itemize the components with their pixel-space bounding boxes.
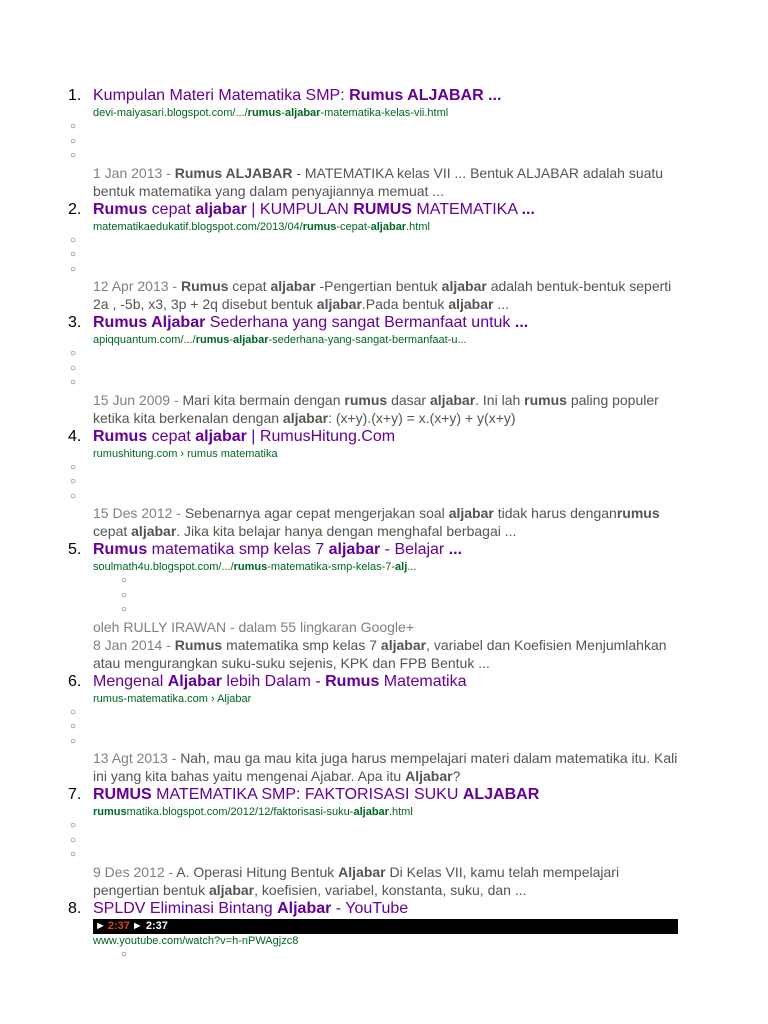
text-run: alj [395,561,408,573]
text-run: ... [407,561,417,573]
text-run: -matematika-kelas-vii.html [320,107,449,119]
text-run: apiqquantum.com/.../ [93,334,196,346]
result-item [0,427,768,541]
text-run: . Jika kita belajar hanya dengan menghafal berbagai ... [176,523,517,539]
result-title-link[interactable] [93,86,768,106]
result-snippet [93,164,683,200]
text-run: cepat [147,427,196,445]
text-run: | RumusHitung.Com [246,427,396,445]
text-run: - [229,334,234,346]
text-run: RUMUS [93,786,152,803]
video-duration-label: ► 2:37 [131,919,168,932]
text-run: ? [452,768,461,784]
bullet-icon: ○ [70,735,77,747]
text-run: aljabar [233,334,269,346]
text-run: rumus [524,391,567,408]
text-run: devi-maiyasari.blogspot.com/.../ [93,107,248,119]
bullet-icon: ○ [70,834,77,846]
result-url [93,934,768,948]
text-run: aljabar [316,296,362,312]
result-item [0,540,768,672]
text-run: matematika smp kelas 7 [222,636,381,653]
result-date: 1 Jan 2013 - [93,164,175,181]
bullet-icon: ○ [70,461,77,473]
bullet-icon: ○ [70,490,77,502]
text-run: Sebenarnya agar cepat mengerjakan soal [184,505,449,521]
text-run: aljabar [448,296,494,312]
text-run: -Pengertian bentuk [315,278,442,294]
result-number: 8. [68,899,82,917]
bullet-icon: ○ [70,263,77,275]
text-run: - [281,107,285,119]
text-run: aljabar [282,409,329,426]
result-item [0,313,768,427]
result-number: 7. [68,786,82,803]
text-run: .html [388,806,413,818]
text-run: aljabar [270,278,316,294]
text-run: Aljabar [405,768,453,784]
bullet-icon: ○ [121,604,128,615]
result-number: 5. [68,541,82,558]
text-run: Rumus ALJABAR ... [349,87,502,104]
text-run: Sederhana yang sangat Bermanfaat untuk [205,314,515,331]
bullet-icon: ○ [70,234,77,246]
result-item [0,200,768,314]
result-number: 1. [68,87,82,104]
bullet-icon: ○ [70,150,77,161]
result-number: 3. [68,314,82,331]
bullet-icon: ○ [121,948,128,960]
video-duration: 2:37 [107,919,130,932]
result-snippet [93,749,683,785]
text-run: ... [521,200,535,218]
text-run: adalah bentuk-bentuk seperti 2a , -5b, x3, 3p + 2q disebut bentuk [93,278,672,312]
bullet-icon: ○ [70,721,77,732]
text-run: rumus [195,334,230,346]
result-snippet [93,636,683,672]
text-run: MATEMATIKA SMP: FAKTORISASI SUKU [151,786,463,803]
result-number: 4. [68,427,82,445]
result-snippet [93,391,683,427]
text-run: .Pada bentuk [361,296,449,312]
text-run: rumus [93,806,127,818]
result-title-link[interactable] [93,427,768,447]
text-run: aljabar [370,220,407,233]
text-run: Aljabar [277,899,332,917]
result-url [93,805,768,819]
text-run: Kumpulan Materi Matematika SMP: [93,87,350,104]
text-run: Rumus Aljabar [93,314,206,331]
text-run: -sederhana-yang-sangat-bermanfaat-u... [268,334,467,346]
text-run: paling populer ketika kita berkenalan dengan [93,391,659,426]
bullet-icon: ○ [70,362,77,374]
text-run: Matematika [379,672,467,690]
text-run: SPLDV Eliminasi Bintang [93,899,278,917]
text-run: Rumus [174,636,223,653]
result-url [93,692,768,706]
text-run: -matematika-smp-kelas-7- [267,561,396,573]
result-date: 13 Agt 2013 - [93,750,181,766]
text-run: rumus [344,391,388,408]
video-duration-bar[interactable] [93,919,678,934]
result-date: 15 Jun 2009 - [93,391,183,408]
text-run: rumushitung.com › rumus matematika [93,447,278,460]
bullet-icon: ○ [70,377,77,388]
result-title-link[interactable] [93,200,768,220]
result-number: 2. [68,200,82,218]
result-snippet [93,277,683,313]
text-run: Nah, mau ga mau kita juga harus mempelajari materi dalam matematika itu. Kali ini yang kita bahas yaitu mengenai Ajabar. Apa itu [93,750,678,784]
bullet-icon: ○ [121,589,128,601]
text-run: Di Kelas VII, kamu telah mempelajari pengertian bentuk [93,863,620,898]
result-url [93,333,768,347]
text-run: rumus [233,561,268,573]
text-run: Rumus [180,278,229,294]
text-run: - YouTube [331,899,409,917]
bullet-icon: ○ [70,249,77,260]
text-run: lebih Dalam - [221,672,326,690]
result-url [93,560,768,574]
text-run: Mengenal [93,672,168,690]
text-run: aljabar [430,391,476,408]
result-author: oleh RULLY IRAWAN - dalam 55 lingkaran Google+ [93,618,414,635]
text-run: rumus [302,220,337,233]
text-run: aljabar [448,505,494,521]
text-run: . Ini lah [475,391,525,408]
result-title-link[interactable] [93,785,768,805]
text-run: Rumus [325,672,380,690]
result-item [0,672,768,786]
result-item [0,86,768,200]
result-title-link[interactable] [93,313,768,333]
result-number: 6. [68,672,82,690]
bullet-icon: ○ [70,849,77,860]
bullet-icon: ○ [121,575,128,586]
text-run: Aljabar [167,672,222,690]
bullet-icon: ○ [70,706,77,718]
result-date: 15 Des 2012 - [93,505,185,521]
text-run: aljabar [208,881,255,898]
text-run: ... [514,314,529,331]
result-url [93,106,768,120]
result-title-link[interactable] [93,540,768,560]
text-run: aljabar [195,427,247,445]
text-run: cepat [147,200,196,218]
text-run: ALJABAR [462,786,540,803]
text-run: cepat [93,523,132,539]
result-date: 12 Apr 2013 - [93,278,181,294]
text-run: aljabar [353,806,389,818]
bullet-icon: ○ [70,135,77,147]
text-run: ... [493,296,510,312]
result-date: 9 Des 2012 - [93,863,177,880]
bullet-icon: ○ [70,121,77,132]
text-run: A. Operasi Hitung Bentuk [176,863,339,880]
result-url [93,220,768,234]
result-title-link[interactable] [93,672,768,692]
text-run: matematika smp kelas 7 [147,541,329,558]
text-run: rumus-matematika.com › Aljabar [93,692,252,705]
play-icon: ► [95,919,106,932]
text-run: cepat [228,278,271,294]
text-run: RUMUS [353,200,412,218]
text-run: aljabar [131,523,177,539]
bullet-icon: ○ [70,348,77,359]
text-run: matika.blogspot.com/2012/12/faktorisasi-suku- [126,806,354,818]
text-run: ... [448,541,463,558]
text-run: | KUMPULAN [246,200,354,218]
text-run: Rumus [93,200,148,218]
text-run: aljabar [380,636,427,653]
text-run: -cepat- [336,220,371,233]
text-run: aljabar [441,278,487,294]
text-run: Aljabar [338,863,386,880]
text-run: soulmath4u.blogspot.com/.../ [93,561,234,573]
text-run: dasar [387,391,430,408]
result-snippet [93,504,683,540]
text-run: www.youtube.com/watch?v=h-nPWAgjzc8 [93,934,299,947]
text-run: Mari kita bermain dengan [182,391,345,408]
text-run: Rumus ALJABAR [174,164,293,181]
result-title-link[interactable] [93,899,768,919]
text-run: aljabar [284,107,321,119]
text-run: rumus [616,505,660,521]
result-item [0,899,768,963]
text-run: matematikaedukatif.blogspot.com/2013/04/ [93,220,303,233]
bullet-icon: ○ [70,820,77,831]
result-url [93,447,768,461]
bullet-icon: ○ [70,476,77,487]
text-run: , variabel dan Koefisien Menjumlahkan atau mengurangkan suku-suku sejenis, KPK dan FPB Bentuk ... [93,636,667,671]
text-run: MATEMATIKA [411,200,522,218]
text-run: , koefisien, variabel, konstanta, suku, dan ... [254,881,527,898]
text-run: Rumus [93,541,148,558]
text-run: - MATEMATIKA kelas VII ... Bentuk ALJABAR adalah suatu bentuk matematika yang dalam penyajiannya memuat ... [93,164,664,199]
text-run: Rumus [93,427,148,445]
text-run: aljabar [328,541,381,558]
text-run: tidak harus dengan [493,505,617,521]
search-results [0,86,768,962]
text-run: rumus [247,107,282,119]
text-run: : (x+y).(x+y) = x.(x+y) + y(x+y) [328,409,516,426]
text-run: .html [406,220,430,233]
result-snippet [93,863,683,899]
text-run: aljabar [195,200,247,218]
text-run: - Belajar [380,541,449,558]
result-item [0,785,768,899]
result-date: 8 Jan 2014 - [93,636,175,653]
